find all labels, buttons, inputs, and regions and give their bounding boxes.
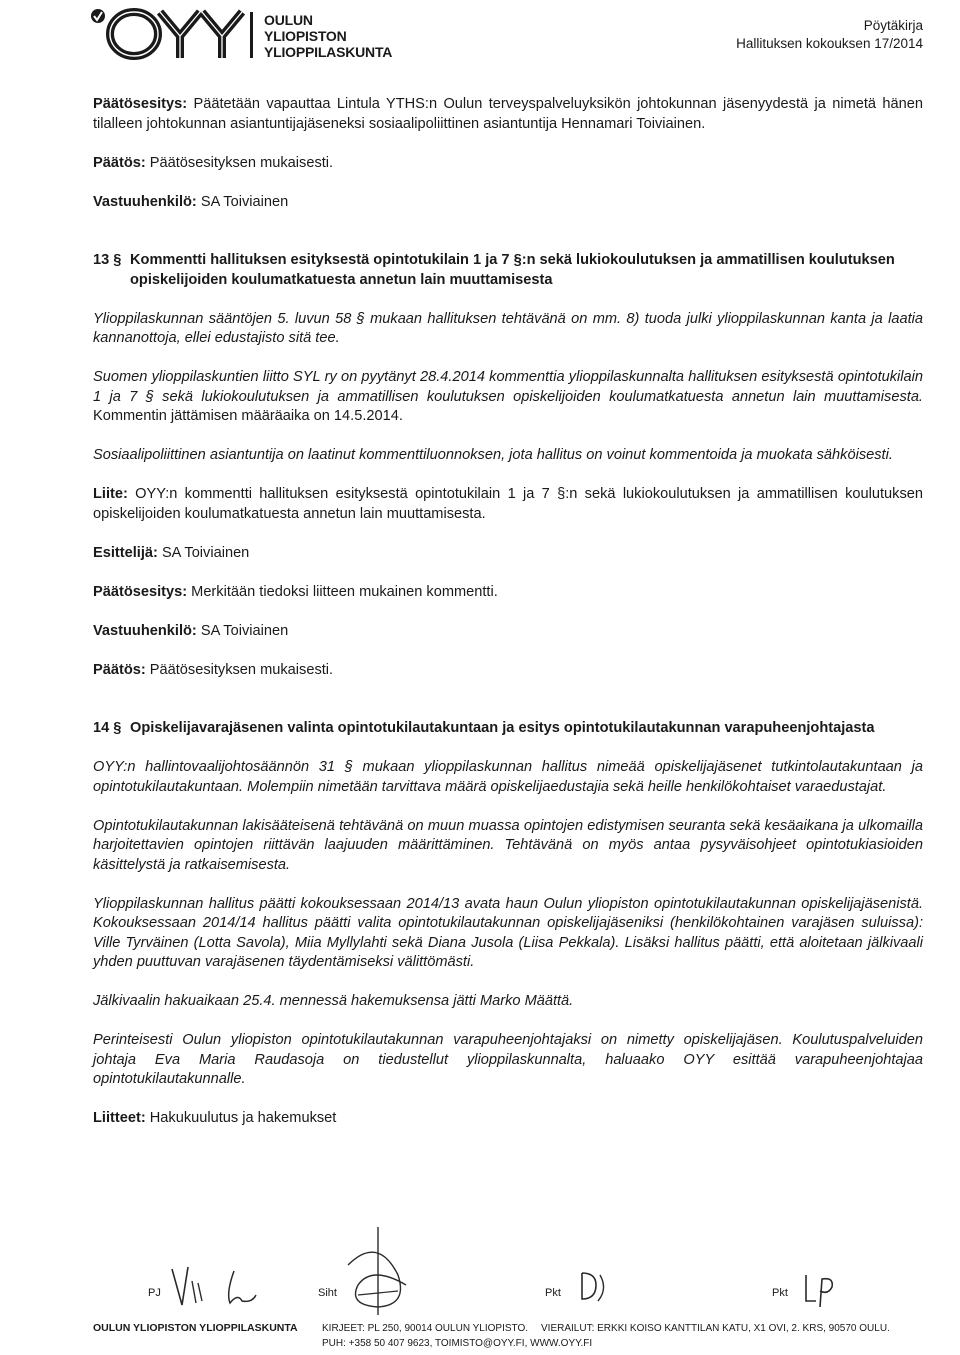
section-13-paragraph-2-end: Kommentin jättämisen määräaika on 14.5.2014. xyxy=(93,408,403,424)
decision-label: Päätös: xyxy=(93,154,146,171)
oyy-logo-mark-icon xyxy=(90,6,260,62)
section-13-decision xyxy=(93,661,923,681)
section-14-paragraph-4: Jälkivaalin hakuaikaan 25.4. mennessä hakemuksensa jätti Marko Määttä. xyxy=(93,993,574,1009)
secretary-signature-icon xyxy=(338,1225,418,1320)
section-13-presenter xyxy=(93,544,923,564)
attachments-label: Liitteet: xyxy=(93,1110,146,1126)
attachment-label: Liite: xyxy=(93,486,128,502)
footer-contact: PUH: +358 50 407 9623, TOIMISTO@OYY.FI, WWW.OYY.FI xyxy=(322,1338,593,1349)
footer-postal-address: KIRJEET: PL 250, 90014 OULUN YLIOPISTO. xyxy=(322,1323,529,1334)
document-body xyxy=(93,95,923,1148)
section-14-paragraph-3: Ylioppilaskunnan hallitus päätti kokouksessaan 2014/13 avata haun Oulun yliopiston opintotukilautakunnan opiskelijajäsenistä. Kokouksessaan 2014/14 hallitus päätti valita opintotukilautakunnan opiskelijajäseniksi (henkilökohtainen varajäsen suluissa): Ville Tyrväinen (Lotta Savola), Miia Myllylahti sekä Diana Jusola (Liisa Pekkala). Lisäksi hallitus päätti, että aloitetaan jälkivaali yhden puuttuvan varajäsenen täydentämiseksi välittömästi. xyxy=(93,895,923,970)
decision-proposal-text: Päätetään vapauttaa Lintula YTHS:n Oulun terveyspalveluyksikön johtokunnan jäsenyydestä ja nimetä hänen tilalleen johtokunnan asiantuntijajäseneksi sosiaalipoliittinen asiantuntija Hennamari Toiviainen. xyxy=(93,96,923,132)
section-13-responsible-text: SA Toiviainen xyxy=(196,622,289,639)
section-13-responsible xyxy=(93,622,923,642)
section-14-paragraph-5: Perinteisesti Oulun yliopiston opintotukilautakunnan varapuheenjohtajaksi on nimetty opiskelijajäsen. Koulutuspalveluiden johtaja Eva Maria Raudasoja on tiedustellut ylioppilaskunnalta, haluaako OYY esittää varapuheenjohtajaa opintotukilautakunnalle. xyxy=(93,1032,923,1087)
chair-signature-icon xyxy=(168,1263,278,1313)
section-13-attachment xyxy=(93,485,923,524)
decision-paragraph xyxy=(93,154,923,174)
attachment-text: OYY:n kommentti hallituksen esityksestä opintotukilain 1 ja 7 §:n sekä lukiokoulutuksen ja ammatillisen koulutuksen opiskelijoiden koulumatkatuesta annetun lain muuttamisesta. xyxy=(93,486,923,522)
signature-label-pkt-2: Pkt xyxy=(772,1287,788,1299)
section-14-number: 14 § xyxy=(93,720,122,736)
logo-line-3: YLIOPPILASKUNTA xyxy=(264,44,393,60)
section-14-paragraph-2: Opintotukilautakunnan lakisääteisenä tehtävänä on muun muassa opintojen edistymisen seuranta sekä kesäaikana ja ulkomailla harjoitettavien opintojen riittävän laajuuden määrittäminen. Tehtävänä on myös antaa pysyväisohjeet opintotukiasioiden käsittelystä ja ratkaisemisesta. xyxy=(93,817,923,873)
section-14-attachments xyxy=(93,1109,923,1129)
logo-line-2: YLIOPISTON xyxy=(264,28,347,44)
presenter-label: Esittelijä: xyxy=(93,544,158,561)
section-13-number: 13 § xyxy=(93,252,122,268)
section-13-proposal-label: Päätösesitys: xyxy=(93,583,188,600)
section-13-paragraph-2-italic: Suomen ylioppilaskuntien liitto SYL ry on pyytänyt 28.4. xyxy=(93,369,453,385)
presenter-text: SA Toiviainen xyxy=(157,544,250,561)
signature-label-siht: Siht xyxy=(318,1287,337,1299)
responsible-person-label: Vastuuhenkilö: xyxy=(93,193,197,210)
section-13-paragraph-2 xyxy=(93,368,923,427)
section-13-decision-label: Päätös: xyxy=(93,661,146,678)
decision-proposal-paragraph xyxy=(93,95,923,134)
section-13-paragraph-1: Ylioppilaskunnan sääntöjen 5. luvun 58 § mukaan hallituksen tehtävänä on mm. 8) tuoda julki ylioppilaskunnan kanta ja laatia kannanottoja, ellei edustajisto sitä tee. xyxy=(93,310,923,346)
section-13-decision-text: Päätösesityksen mukaisesti. xyxy=(145,661,334,678)
section-13-paragraph-2-rest: 2014 kommenttia ylioppilaskunnalta hallituksen esityksestä opintotukilain 1 ja 7 § sekä lukiokoulutuksen ja ammatillisen koulutuksen opiskelijoiden koulumatkatuesta annetun lain muuttamisesta. xyxy=(93,369,924,405)
logo-line-1: OULUN xyxy=(264,12,313,28)
section-13-decision-proposal xyxy=(93,583,923,603)
decision-proposal-label: Päätösesitys: xyxy=(93,96,188,112)
responsible-person-paragraph xyxy=(93,193,923,213)
responsible-person-text: SA Toiviainen xyxy=(196,193,289,210)
signature-label-pj: PJ xyxy=(148,1287,161,1299)
section-13-proposal-text: Merkitään tiedoksi liitteen mukainen kommentti. xyxy=(187,583,498,600)
section-13-responsible-label: Vastuuhenkilö: xyxy=(93,622,197,639)
inspector-1-signature-icon xyxy=(578,1269,608,1305)
footer-visiting-address: VIERAILUT: ERKKI KOISO KANTTILAN KATU, X1 OVI, 2. KRS, 90570 OULU. xyxy=(541,1323,890,1334)
document-title: Hallituksen kokouksen 17/2014 xyxy=(736,36,923,51)
section-14-heading xyxy=(93,719,923,739)
document-type: Pöytäkirja xyxy=(863,18,923,33)
document-meta xyxy=(736,17,923,53)
oyy-logo xyxy=(90,6,393,62)
section-14-paragraph-1: OYY:n hallintovaalijohtosäännön 31 § mukaan ylioppilaskunnan hallitus nimeää opiskelijajäsenet tutkintolautakuntaan ja opintotukilautakuntaan. Molempiin nimetään tarvittava määrä opiskelijaedustajia sekä heille henkilökohtaiset varaedustajat. xyxy=(93,759,923,795)
section-14-title: Opiskelijavarajäsenen valinta opintotukilautakuntaan ja esitys opintotukilautakunnan varapuheenjohtajasta xyxy=(130,720,875,736)
footer-organization: OULUN YLIOPISTON YLIOPPILASKUNTA xyxy=(93,1322,298,1334)
signature-row xyxy=(0,1255,960,1320)
section-13-paragraph-3: Sosiaalipoliittinen asiantuntija on laatinut kommenttiluonnoksen, jota hallitus on voinut kommentoida ja muokata sähköisesti. xyxy=(93,447,893,463)
inspector-2-signature-icon xyxy=(800,1271,840,1311)
attachments-text: Hakukuulutus ja hakemukset xyxy=(145,1110,337,1126)
logo-wordmark xyxy=(264,12,392,60)
signature-label-pkt-1: Pkt xyxy=(545,1287,561,1299)
section-13-heading xyxy=(93,251,923,290)
section-13-title: Kommentti hallituksen esityksestä opintotukilain 1 ja 7 §:n sekä lukiokoulutuksen ja ammatillisen koulutuksen opiskelijoiden koulumatkatuesta annetun lain muuttamisesta xyxy=(130,252,895,288)
decision-text: Päätösesityksen mukaisesti. xyxy=(145,154,334,171)
